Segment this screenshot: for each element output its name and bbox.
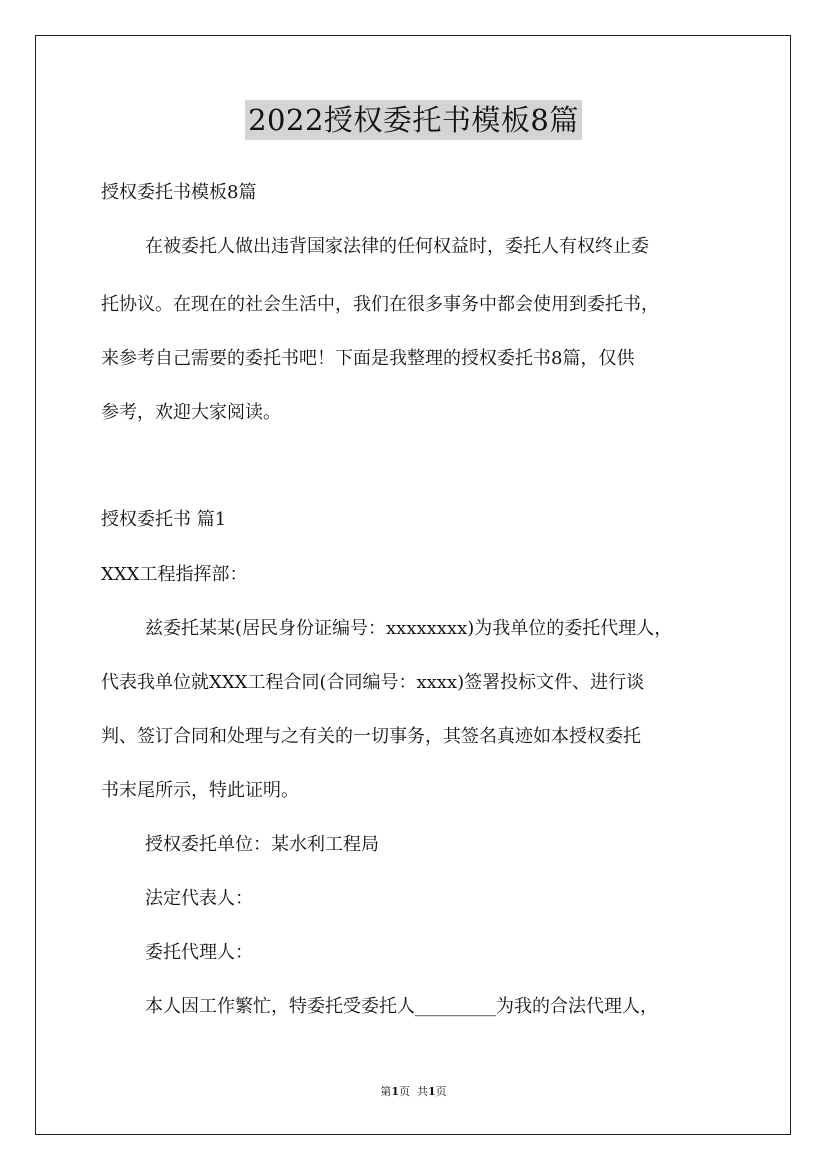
body-line-3: 判、签订合同和处理与之有关的一切事务，其签名真迹如本授权委托: [101, 726, 641, 747]
intro-line-2: 托协议。在现在的社会生活中，我们在很多事务中都会使用到委托书，: [101, 294, 659, 315]
section-heading: 授权委托书 篇1: [101, 509, 227, 530]
total-pages: 1: [428, 1085, 436, 1098]
intro-line-4: 参考，欢迎大家阅读。: [101, 402, 281, 423]
addressee-line: XXX工程指挥部：: [101, 564, 248, 585]
page-footer: [0, 1085, 827, 1099]
total-label-prefix: 共: [417, 1085, 428, 1098]
body-line-2: 代表我单位就XXX工程合同(合同编号：xxxx)签署投标文件、进行谈: [101, 672, 645, 693]
page-label-prefix: 第: [380, 1085, 392, 1098]
intro-line-3: 来参考自己需要的委托书吧！下面是我整理的授权委托书8篇，仅供: [101, 348, 635, 369]
subtitle-line: 授权委托书模板8篇: [101, 182, 257, 203]
document-title: 2022授权委托书模板8篇: [245, 100, 582, 140]
agent-line: 委托代理人：: [145, 942, 253, 963]
page-number: 1: [391, 1085, 399, 1098]
closing-line: 本人因工作繁忙，特委托受委托人_________为我的合法代理人，: [145, 996, 658, 1017]
legal-representative-line: 法定代表人：: [145, 888, 253, 909]
total-label-suffix: 页: [435, 1085, 447, 1098]
body-line-1: 兹委托某某(居民身份证编号：xxxxxxxx)为我单位的委托代理人，: [145, 618, 673, 639]
authorizing-unit-line: 授权委托单位：某水利工程局: [145, 834, 379, 855]
intro-line-1: 在被委托人做出违背国家法律的任何权益时，委托人有权终止委: [145, 236, 649, 257]
title-container: [0, 100, 827, 140]
page-label-suffix: 页: [399, 1085, 410, 1098]
body-line-4: 书末尾所示，特此证明。: [101, 780, 299, 801]
